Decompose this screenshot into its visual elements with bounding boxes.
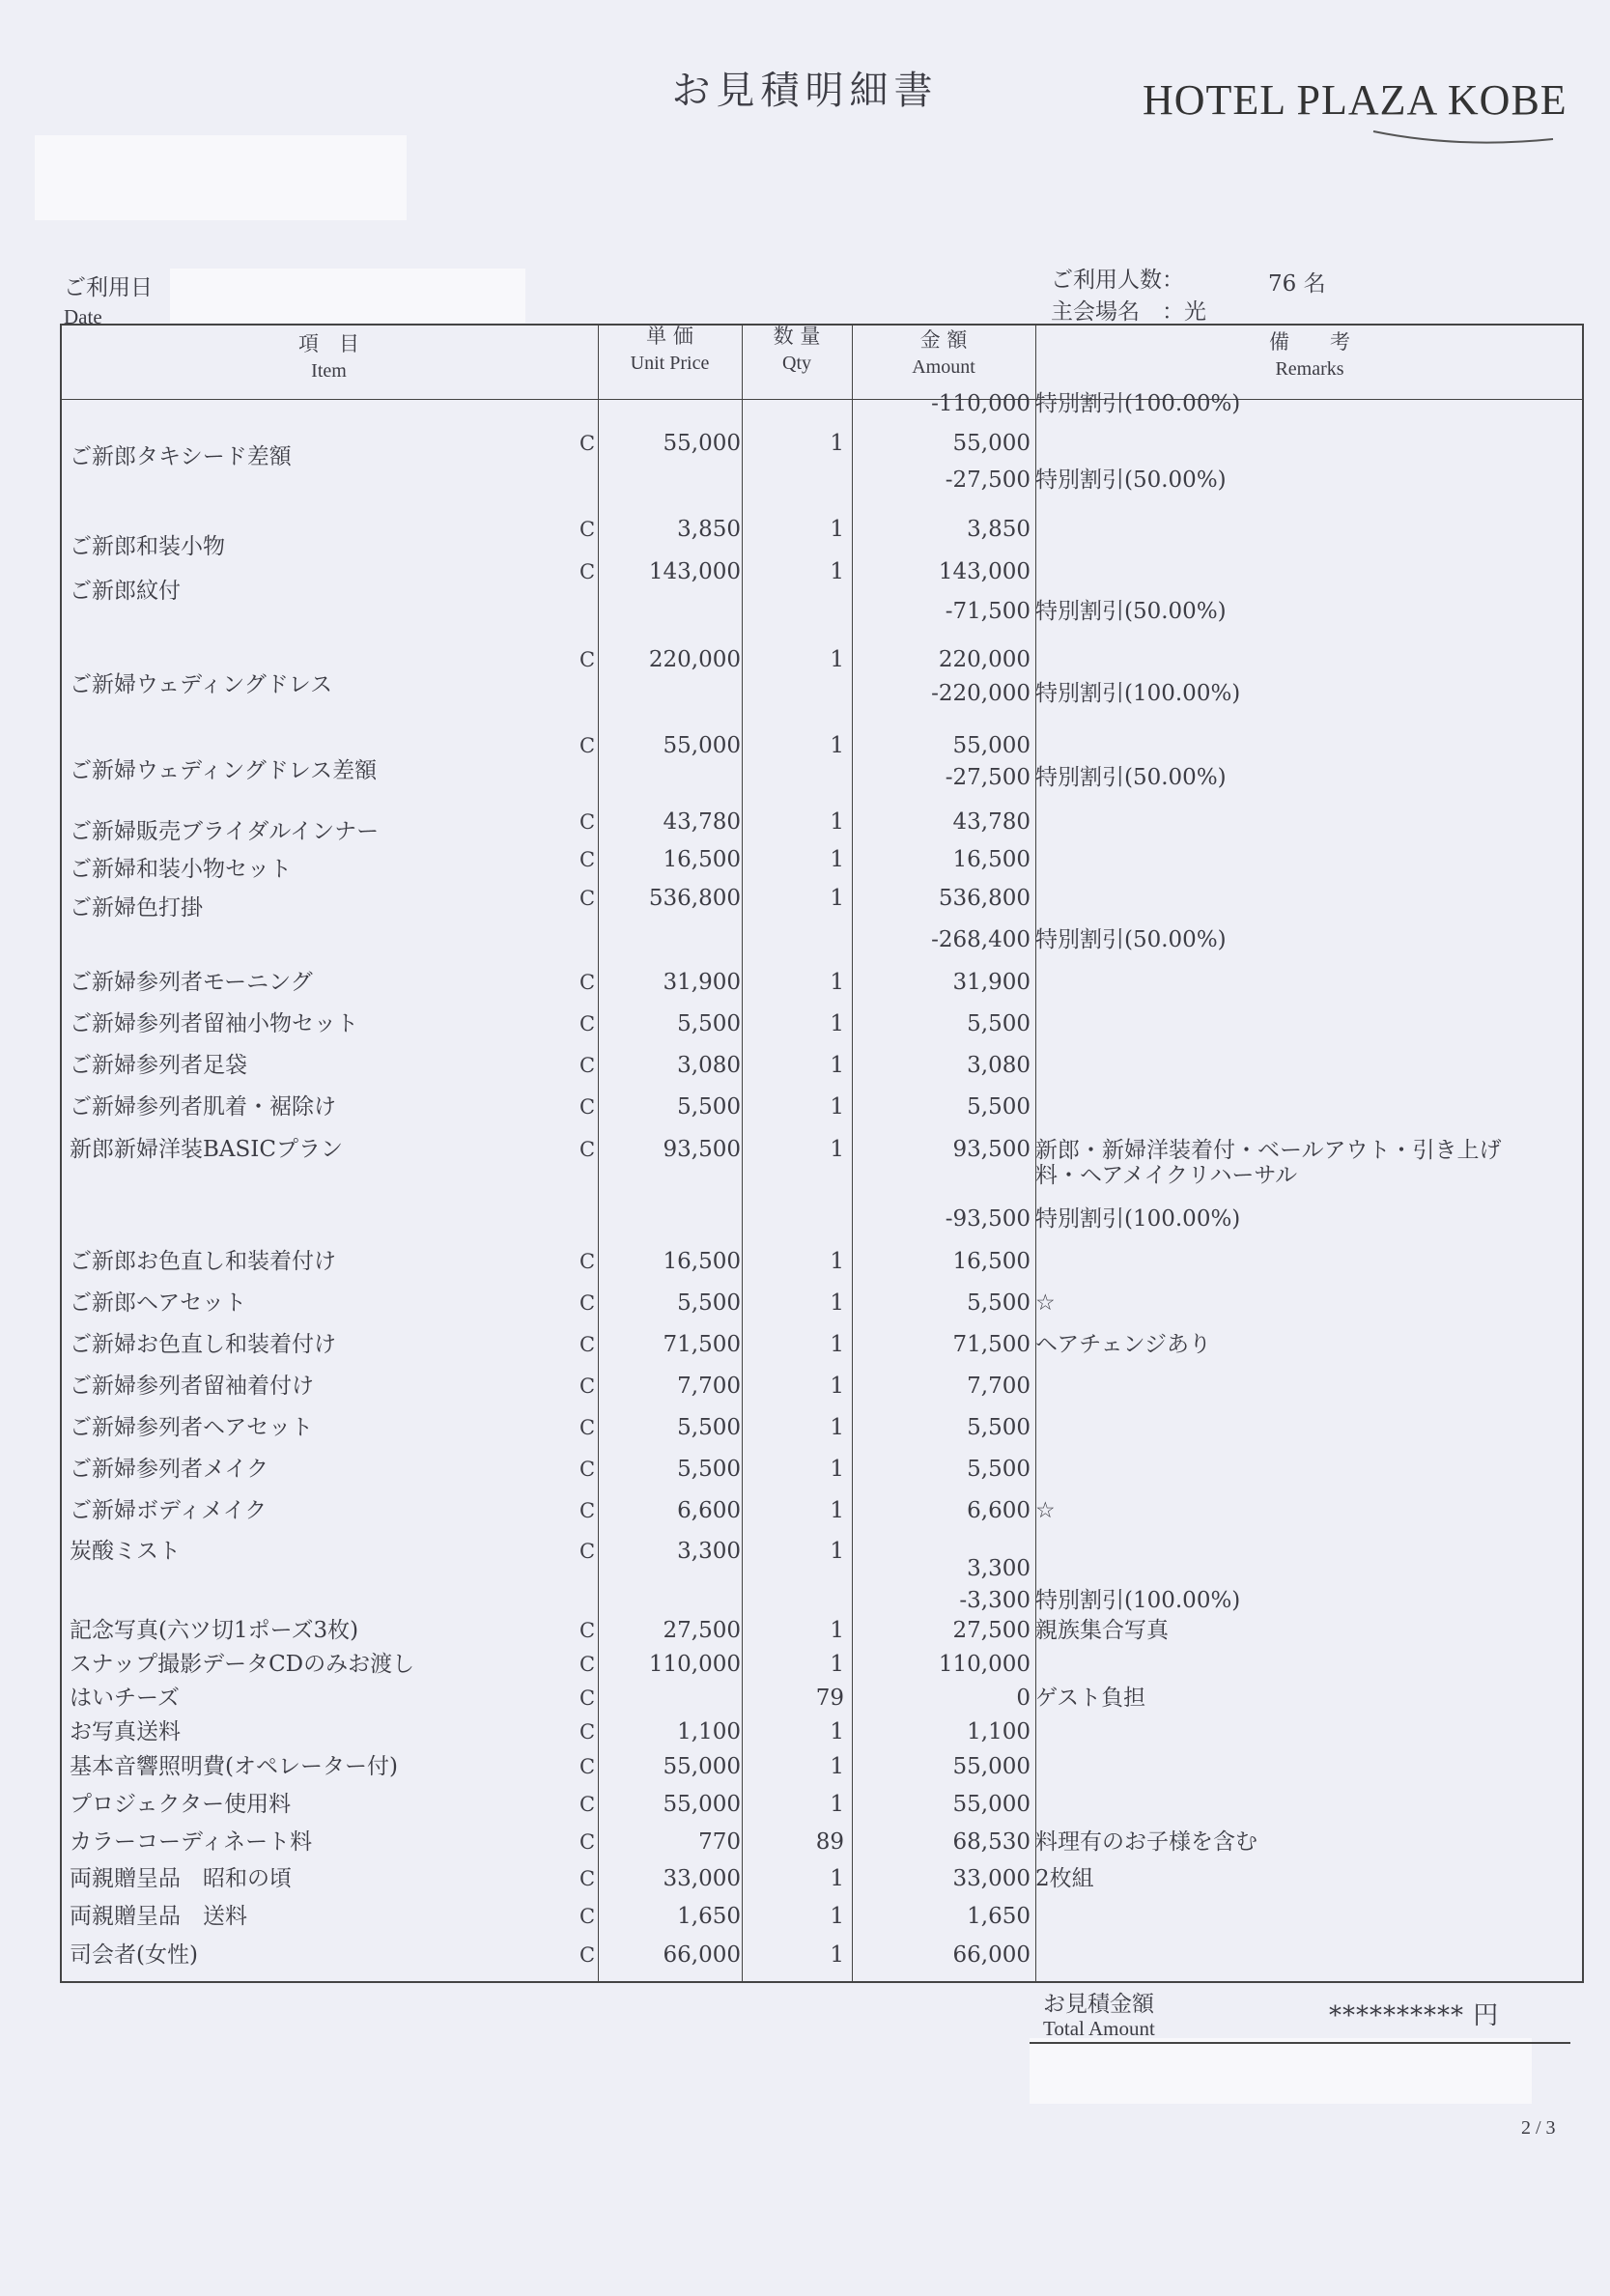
table-row bbox=[0, 1647, 1610, 1682]
table-row bbox=[0, 1613, 1610, 1648]
row-amount: 1,100 bbox=[967, 1719, 1031, 1744]
row-amount: 55,000 bbox=[952, 1754, 1031, 1779]
row-remarks: 料理有のお子様を含む bbox=[1035, 1829, 1257, 1855]
row-item: ご新郎ヘアセット bbox=[70, 1290, 247, 1316]
row-amount: -27,500 bbox=[945, 468, 1031, 493]
row-qty: 1 bbox=[830, 559, 844, 584]
row-qty: 1 bbox=[830, 1415, 844, 1440]
table-row bbox=[0, 1681, 1610, 1715]
row-remarks: ヘアチェンジあり bbox=[1035, 1332, 1212, 1357]
row-qty: 1 bbox=[830, 1094, 844, 1120]
table-row bbox=[0, 386, 1610, 421]
header-unit-price-ja: 単 価 bbox=[646, 325, 693, 348]
row-item: ご新婦色打掛 bbox=[70, 895, 203, 921]
table-row bbox=[0, 1749, 1610, 1784]
row-code: C bbox=[579, 1867, 596, 1890]
header-unit-price bbox=[598, 323, 742, 377]
row-qty: 1 bbox=[830, 1457, 844, 1482]
row-remarks: ☆ bbox=[1035, 1290, 1056, 1316]
total-value: ********** 円 bbox=[1329, 2001, 1500, 2030]
row-amount: 7,700 bbox=[967, 1374, 1031, 1399]
row-qty: 1 bbox=[830, 847, 844, 872]
row-amount: 68,530 bbox=[952, 1829, 1031, 1855]
row-qty: 1 bbox=[830, 1374, 844, 1399]
row-qty: 1 bbox=[830, 886, 844, 911]
row-code: C bbox=[579, 1054, 596, 1077]
row-remarks: 特別割引(100.00%) bbox=[1035, 1206, 1241, 1232]
table-row bbox=[0, 1452, 1610, 1487]
row-qty: 1 bbox=[830, 1249, 844, 1274]
row-unit-price: 33,000 bbox=[663, 1866, 741, 1891]
row-amount: 110,000 bbox=[938, 1652, 1031, 1677]
row-item: ご新婦参列者肌着・裾除け bbox=[70, 1094, 336, 1120]
row-item: お写真送料 bbox=[70, 1719, 181, 1744]
row-amount: -3,300 bbox=[959, 1588, 1031, 1613]
row-code: C bbox=[579, 1291, 596, 1315]
row-qty: 1 bbox=[830, 1866, 844, 1891]
row-amount: -71,500 bbox=[945, 599, 1031, 624]
row-amount: 33,000 bbox=[952, 1866, 1031, 1891]
row-qty: 1 bbox=[830, 1618, 844, 1643]
table-row bbox=[0, 426, 1610, 469]
row-item: ご新婦販売ブライダルインナー bbox=[70, 819, 380, 844]
row-amount: 536,800 bbox=[938, 886, 1031, 911]
table-row bbox=[0, 842, 1610, 882]
header-remarks bbox=[1035, 328, 1584, 383]
row-amount: 5,500 bbox=[967, 1011, 1031, 1036]
row-unit-price: 55,000 bbox=[663, 733, 741, 758]
row-item: ご新郎お色直し和装着付け bbox=[70, 1249, 336, 1274]
table-row bbox=[0, 805, 1610, 844]
table-row bbox=[0, 1132, 1610, 1190]
row-unit-price: 31,900 bbox=[663, 970, 741, 995]
table-row bbox=[0, 512, 1610, 559]
table-row bbox=[0, 1534, 1610, 1581]
header-qty-ja: 数 量 bbox=[773, 325, 821, 348]
row-amount: 3,850 bbox=[967, 517, 1031, 542]
table-row bbox=[0, 594, 1610, 629]
header-item-en: Item bbox=[311, 360, 347, 382]
table-row bbox=[0, 1410, 1610, 1445]
row-unit-price: 66,000 bbox=[663, 1942, 741, 1968]
row-item: 基本音響照明費(オペレーター付) bbox=[70, 1754, 398, 1779]
row-code: C bbox=[579, 1458, 596, 1481]
redacted-customer-name bbox=[35, 135, 407, 220]
row-unit-price: 55,000 bbox=[663, 1792, 741, 1817]
table-row bbox=[0, 1787, 1610, 1822]
table-row bbox=[0, 760, 1610, 795]
row-unit-price: 3,850 bbox=[677, 517, 741, 542]
row-item: ご新婦参列者留袖着付け bbox=[70, 1374, 314, 1399]
row-remarks: 特別割引(100.00%) bbox=[1035, 391, 1241, 416]
row-qty: 1 bbox=[830, 1942, 844, 1968]
table-row bbox=[0, 1938, 1610, 1972]
row-code: C bbox=[579, 1375, 596, 1398]
row-remarks: 特別割引(50.00%) bbox=[1035, 599, 1227, 624]
row-item: ご新婦参列者ヘアセット bbox=[70, 1415, 314, 1440]
row-qty: 1 bbox=[830, 1719, 844, 1744]
row-code: C bbox=[579, 1333, 596, 1356]
row-amount: 16,500 bbox=[952, 847, 1031, 872]
row-remarks: ゲスト負担 bbox=[1035, 1686, 1146, 1711]
row-amount: 5,500 bbox=[967, 1457, 1031, 1482]
row-qty: 1 bbox=[830, 1137, 844, 1162]
row-code: C bbox=[579, 560, 596, 583]
table-row bbox=[0, 1715, 1610, 1749]
row-code: C bbox=[579, 648, 596, 671]
table-row bbox=[0, 1861, 1610, 1896]
row-qty: 89 bbox=[815, 1829, 844, 1855]
table-row bbox=[0, 1244, 1610, 1279]
row-unit-price: 6,600 bbox=[677, 1498, 741, 1523]
table-row bbox=[0, 554, 1610, 604]
row-code: C bbox=[579, 1653, 596, 1676]
row-qty: 1 bbox=[830, 1011, 844, 1036]
table-row bbox=[0, 1327, 1610, 1362]
row-remarks: 2枚組 bbox=[1035, 1866, 1094, 1891]
redacted-date bbox=[170, 269, 525, 323]
row-code: C bbox=[579, 1905, 596, 1928]
total-label-ja: お見積金額 bbox=[1043, 1992, 1154, 2017]
page-title: お見積明細書 bbox=[671, 69, 939, 113]
row-amount: 93,500 bbox=[952, 1137, 1031, 1162]
total-amount-block bbox=[1030, 1982, 1570, 2044]
row-unit-price: 43,780 bbox=[663, 809, 741, 835]
row-unit-price: 1,100 bbox=[677, 1719, 741, 1744]
row-amount: -27,500 bbox=[945, 765, 1031, 790]
table-row bbox=[0, 1899, 1610, 1934]
row-amount: 55,000 bbox=[952, 431, 1031, 456]
row-item: ご新婦ボディメイク bbox=[70, 1498, 268, 1523]
row-qty: 1 bbox=[830, 970, 844, 995]
row-qty: 1 bbox=[830, 1290, 844, 1316]
row-code: C bbox=[579, 518, 596, 541]
date-label-en: Date bbox=[64, 305, 102, 328]
row-qty: 1 bbox=[830, 1332, 844, 1357]
row-qty: 1 bbox=[830, 431, 844, 456]
row-amount: 16,500 bbox=[952, 1249, 1031, 1274]
guests-value: 76 名 bbox=[1268, 271, 1326, 297]
row-item: 両親贈呈品 送料 bbox=[70, 1904, 247, 1929]
row-code: C bbox=[579, 971, 596, 994]
table-row bbox=[0, 965, 1610, 1000]
row-qty: 1 bbox=[830, 1904, 844, 1929]
row-code: C bbox=[579, 1687, 596, 1710]
table-row bbox=[0, 1825, 1610, 1859]
row-qty: 1 bbox=[830, 1754, 844, 1779]
row-qty: 1 bbox=[830, 809, 844, 835]
row-code: C bbox=[579, 1720, 596, 1743]
header-qty bbox=[742, 323, 852, 377]
row-amount: -220,000 bbox=[931, 681, 1031, 706]
row-item: スナップ撮影データCDのみお渡し bbox=[70, 1652, 415, 1677]
row-item: ご新婦和装小物セット bbox=[70, 857, 292, 882]
table-row bbox=[0, 1006, 1610, 1041]
row-remarks: 特別割引(100.00%) bbox=[1035, 681, 1241, 706]
header-remarks-en: Remarks bbox=[1275, 358, 1344, 380]
row-unit-price: 1,650 bbox=[677, 1904, 741, 1929]
header-qty-en: Qty bbox=[782, 353, 811, 374]
row-qty: 79 bbox=[815, 1686, 844, 1711]
row-amount: 71,500 bbox=[952, 1332, 1031, 1357]
row-item: ご新婦お色直し和装着付け bbox=[70, 1332, 336, 1357]
header-amount bbox=[852, 326, 1035, 381]
row-remarks: ☆ bbox=[1035, 1498, 1056, 1523]
row-amount: 27,500 bbox=[952, 1618, 1031, 1643]
row-unit-price: 5,500 bbox=[677, 1290, 741, 1316]
row-unit-price: 770 bbox=[698, 1829, 741, 1855]
row-unit-price: 220,000 bbox=[648, 647, 741, 672]
row-item: 両親贈呈品 昭和の頃 bbox=[70, 1866, 292, 1891]
row-unit-price: 27,500 bbox=[663, 1618, 741, 1643]
table-row bbox=[0, 881, 1610, 921]
row-item: プロジェクター使用料 bbox=[70, 1792, 292, 1817]
row-item: ご新婦ウェディングドレス差額 bbox=[70, 758, 378, 783]
venue-label: 主会場名 ：光 bbox=[1051, 299, 1206, 325]
row-unit-price: 55,000 bbox=[663, 431, 741, 456]
table-row bbox=[0, 1048, 1610, 1083]
row-amount: 220,000 bbox=[938, 647, 1031, 672]
row-amount: 66,000 bbox=[952, 1942, 1031, 1968]
row-code: C bbox=[579, 1012, 596, 1035]
row-unit-price: 16,500 bbox=[663, 1249, 741, 1274]
header-remarks-ja: 備 考 bbox=[1269, 330, 1350, 354]
row-remarks: 親族集合写真 bbox=[1035, 1618, 1169, 1643]
row-unit-price: 110,000 bbox=[648, 1652, 741, 1677]
row-code: C bbox=[579, 848, 596, 871]
row-code: C bbox=[579, 1619, 596, 1642]
row-item: ご新郎和装小物 bbox=[70, 534, 225, 559]
table-row bbox=[0, 676, 1610, 711]
row-qty: 1 bbox=[830, 517, 844, 542]
row-item: ご新婦参列者足袋 bbox=[70, 1053, 247, 1078]
row-code: C bbox=[579, 1416, 596, 1439]
row-qty: 1 bbox=[830, 1539, 844, 1564]
row-qty: 1 bbox=[830, 1652, 844, 1677]
row-remarks: 新郎・新婦洋装着付・ベールアウト・引き上げ 料・ヘアメイクリハーサル bbox=[1035, 1138, 1502, 1188]
header-unit-price-en: Unit Price bbox=[630, 353, 710, 374]
header-item-ja: 項 目 bbox=[298, 332, 359, 355]
row-amount: 3,300 bbox=[967, 1556, 1031, 1581]
logo-swash-icon bbox=[1371, 128, 1555, 145]
row-item: ご新婦ウェディングドレス bbox=[70, 672, 333, 697]
table-row bbox=[0, 1090, 1610, 1124]
row-item: ご新婦参列者留袖小物セット bbox=[70, 1011, 358, 1036]
row-remarks: 特別割引(50.00%) bbox=[1035, 765, 1227, 790]
row-remarks: 特別割引(50.00%) bbox=[1035, 927, 1227, 952]
header-item bbox=[60, 330, 598, 384]
row-amount: 55,000 bbox=[952, 733, 1031, 758]
row-code: C bbox=[579, 1095, 596, 1119]
row-item: ご新郎紋付 bbox=[70, 579, 181, 604]
row-amount: 1,650 bbox=[967, 1904, 1031, 1929]
row-item: 記念写真(六ツ切1ポーズ3枚) bbox=[70, 1618, 359, 1643]
row-qty: 1 bbox=[830, 1498, 844, 1523]
row-code: C bbox=[579, 1138, 596, 1161]
row-item: はいチーズ bbox=[70, 1686, 180, 1711]
row-code: C bbox=[579, 810, 596, 834]
header-amount-ja: 金 額 bbox=[919, 328, 968, 352]
page-number: 2 / 3 bbox=[1521, 2117, 1556, 2139]
row-unit-price: 55,000 bbox=[663, 1754, 741, 1779]
guests-label: ご利用人数： bbox=[1051, 268, 1184, 293]
table-row bbox=[0, 922, 1610, 957]
row-amount: 43,780 bbox=[952, 809, 1031, 835]
row-item: ご新婦参列者モーニング bbox=[70, 970, 313, 995]
row-code: C bbox=[579, 1499, 596, 1522]
table-row bbox=[0, 1286, 1610, 1320]
row-unit-price: 5,500 bbox=[677, 1457, 741, 1482]
row-amount: 0 bbox=[1016, 1686, 1031, 1711]
date-label-ja: ご利用日 bbox=[64, 275, 153, 300]
row-qty: 1 bbox=[830, 1792, 844, 1817]
row-item: ご新婦参列者メイク bbox=[70, 1457, 269, 1482]
row-code: C bbox=[579, 1793, 596, 1816]
header-amount-en: Amount bbox=[912, 356, 975, 378]
row-unit-price: 7,700 bbox=[677, 1374, 741, 1399]
row-remarks: 特別割引(50.00%) bbox=[1035, 468, 1227, 493]
row-unit-price: 93,500 bbox=[663, 1137, 741, 1162]
row-code: C bbox=[579, 432, 596, 455]
row-code: C bbox=[579, 1943, 596, 1967]
total-label-en: Total Amount bbox=[1043, 2017, 1155, 2040]
table-row bbox=[0, 1493, 1610, 1528]
table-row bbox=[0, 1369, 1610, 1403]
row-item: 炭酸ミスト bbox=[70, 1539, 181, 1564]
row-code: C bbox=[579, 887, 596, 910]
row-amount: 143,000 bbox=[938, 559, 1031, 584]
row-code: C bbox=[579, 734, 596, 757]
row-unit-price: 3,300 bbox=[677, 1539, 741, 1564]
row-amount: 5,500 bbox=[967, 1415, 1031, 1440]
row-remarks: 特別割引(100.00%) bbox=[1035, 1588, 1241, 1613]
row-code: C bbox=[579, 1540, 596, 1563]
row-qty: 1 bbox=[830, 1053, 844, 1078]
row-amount: 3,080 bbox=[967, 1053, 1031, 1078]
row-amount: -268,400 bbox=[931, 927, 1031, 952]
table-row bbox=[0, 1202, 1610, 1236]
row-unit-price: 3,080 bbox=[677, 1053, 741, 1078]
row-amount: 5,500 bbox=[967, 1094, 1031, 1120]
row-code: C bbox=[579, 1250, 596, 1273]
row-unit-price: 536,800 bbox=[648, 886, 741, 911]
row-unit-price: 5,500 bbox=[677, 1415, 741, 1440]
row-item: 新郎新婦洋装BASICプラン bbox=[70, 1137, 343, 1162]
row-unit-price: 16,500 bbox=[663, 847, 741, 872]
redacted-footer bbox=[1030, 2038, 1532, 2104]
row-unit-price: 143,000 bbox=[648, 559, 741, 584]
row-code: C bbox=[579, 1755, 596, 1778]
row-item: 司会者(女性) bbox=[70, 1942, 198, 1968]
hotel-logo: HOTEL PLAZA KOBE bbox=[1143, 76, 1568, 124]
row-qty: 1 bbox=[830, 647, 844, 672]
row-amount: 6,600 bbox=[967, 1498, 1031, 1523]
row-amount: -110,000 bbox=[931, 391, 1031, 416]
row-code: C bbox=[579, 1830, 596, 1854]
row-amount: 5,500 bbox=[967, 1290, 1031, 1316]
row-unit-price: 5,500 bbox=[677, 1011, 741, 1036]
row-unit-price: 71,500 bbox=[663, 1332, 741, 1357]
row-amount: -93,500 bbox=[945, 1206, 1031, 1232]
row-qty: 1 bbox=[830, 733, 844, 758]
table-row bbox=[0, 463, 1610, 497]
row-item: カラーコーディネート料 bbox=[70, 1829, 313, 1855]
row-item: ご新郎タキシード差額 bbox=[70, 444, 292, 469]
row-unit-price: 5,500 bbox=[677, 1094, 741, 1120]
row-amount: 55,000 bbox=[952, 1792, 1031, 1817]
row-amount: 31,900 bbox=[952, 970, 1031, 995]
